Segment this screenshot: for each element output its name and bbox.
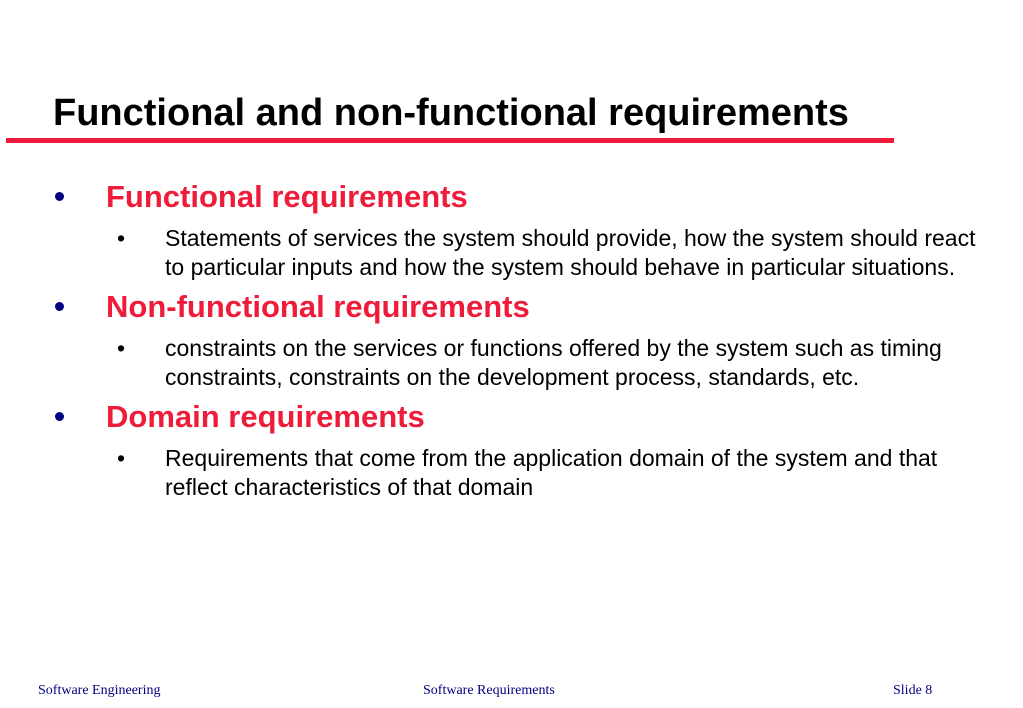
bullet-non-functional [55,286,985,392]
bullet-domain [55,396,985,502]
sub-bullet-marker: • [117,335,126,361]
footer-course: Software Engineering [38,683,161,698]
sub-bullet [55,444,985,502]
sub-bullet-text: Requirements that come from the application domain of the system and that reflect characteristics of that domain [165,445,938,500]
bullet-dot-icon [55,192,64,201]
sub-bullet-text: constraints on the services or functions offered by the system such as timing constraints, constraints on the development process, standards, etc. [165,335,942,390]
bullet-heading: Non-functional requirements [106,289,530,324]
sub-bullet-text: Statements of services the system should provide, how the system should react to particular inputs and how the system should behave in particular situations. [165,225,976,280]
footer-topic: Software Requirements [423,683,555,698]
bullet-heading: Functional requirements [106,179,468,214]
bullet-heading: Domain requirements [106,399,425,434]
sub-bullet-marker: • [117,225,126,251]
title-underline [6,138,894,143]
sub-bullet [55,224,985,282]
bullet-dot-icon [55,302,64,311]
bullet-list [55,176,985,502]
slide-title: Functional and non-functional requirements [53,92,849,134]
sub-bullet-marker: • [117,445,126,471]
footer-slide-number: Slide 8 [893,683,933,698]
bullet-dot-icon [55,412,64,421]
bullet-functional [55,176,985,282]
sub-bullet [55,334,985,392]
